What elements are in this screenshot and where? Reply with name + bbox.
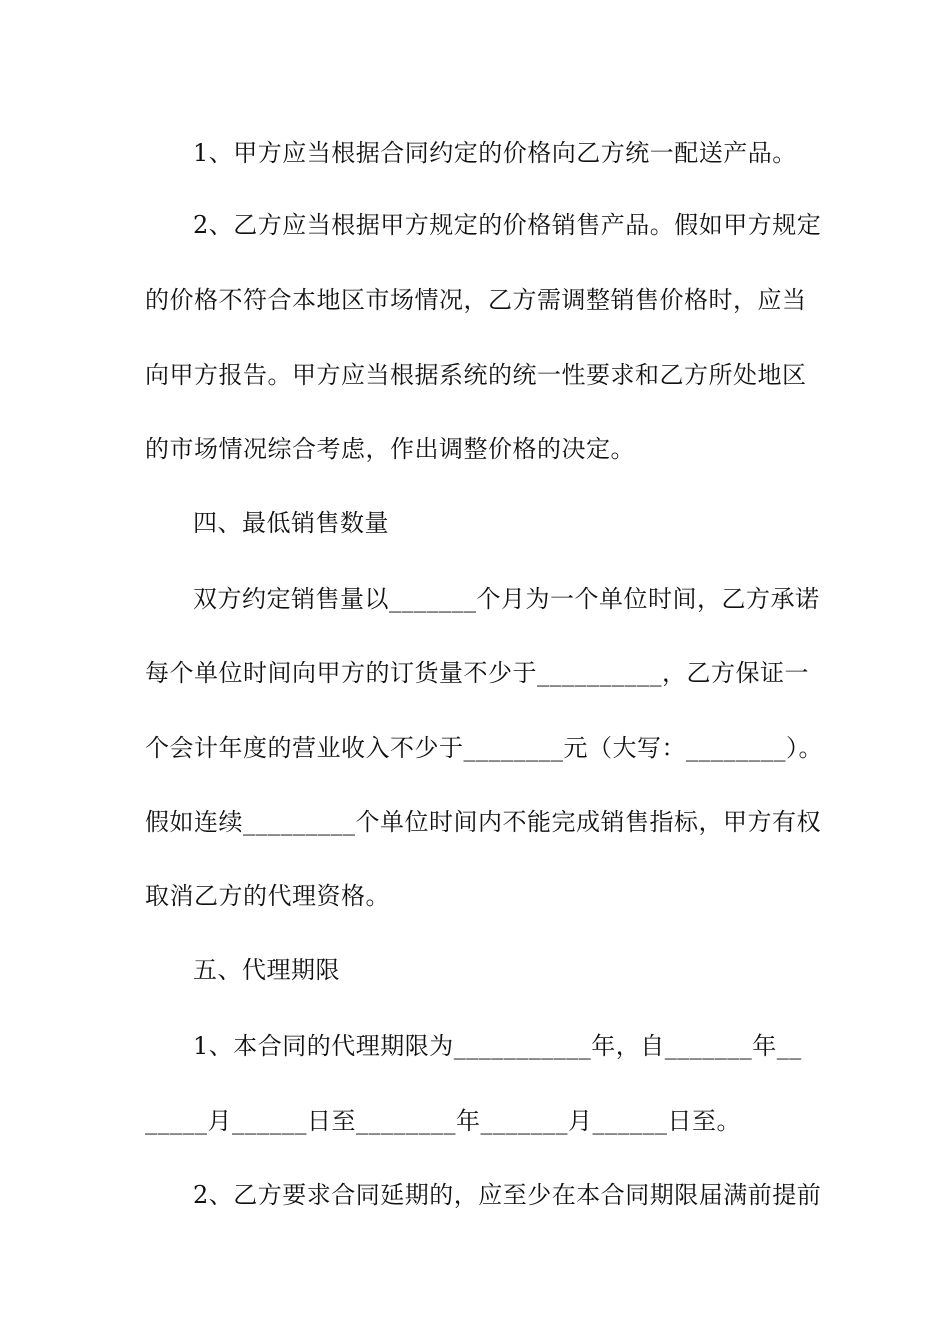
agency-term-clause-2-line-1: 2、乙方要求合同延期的，应至少在本合同期限届满前提前 <box>193 1181 822 1209</box>
clause-2-line-2: 的价格不符合本地区市场情况，乙方需调整销售价格时，应当 <box>145 286 807 314</box>
minimum-sales-line-1: 双方约定销售量以_______个月为一个单位时间，乙方承诺 <box>193 585 820 613</box>
section-heading-minimum-sales: 四、最低销售数量 <box>193 509 389 537</box>
clause-2-line-4: 的市场情况综合考虑，作出调整价格的决定。 <box>145 435 635 463</box>
minimum-sales-line-5: 取消乙方的代理资格。 <box>145 882 390 910</box>
agency-term-clause-1-line-1: 1、本合同的代理期限为___________年，自_______年__ <box>193 1032 802 1060</box>
agency-term-clause-1-line-2: _____月______日至________年_______月______日至。 <box>145 1107 741 1135</box>
clause-2-line-3: 向甲方报告。甲方应当根据系统的统一性要求和乙方所处地区 <box>145 361 807 389</box>
minimum-sales-line-4: 假如连续_________个单位时间内不能完成销售指标，甲方有权 <box>145 808 821 836</box>
minimum-sales-line-3: 个会计年度的营业收入不少于________元（大写：________）。 <box>145 734 823 762</box>
clause-1-price-delivery: 1、甲方应当根据合同约定的价格向乙方统一配送产品。 <box>193 139 797 167</box>
section-heading-agency-term: 五、代理期限 <box>193 956 340 984</box>
clause-2-line-1: 2、乙方应当根据甲方规定的价格销售产品。假如甲方规定 <box>193 211 822 239</box>
minimum-sales-line-2: 每个单位时间向甲方的订货量不少于__________，乙方保证一 <box>145 659 809 687</box>
